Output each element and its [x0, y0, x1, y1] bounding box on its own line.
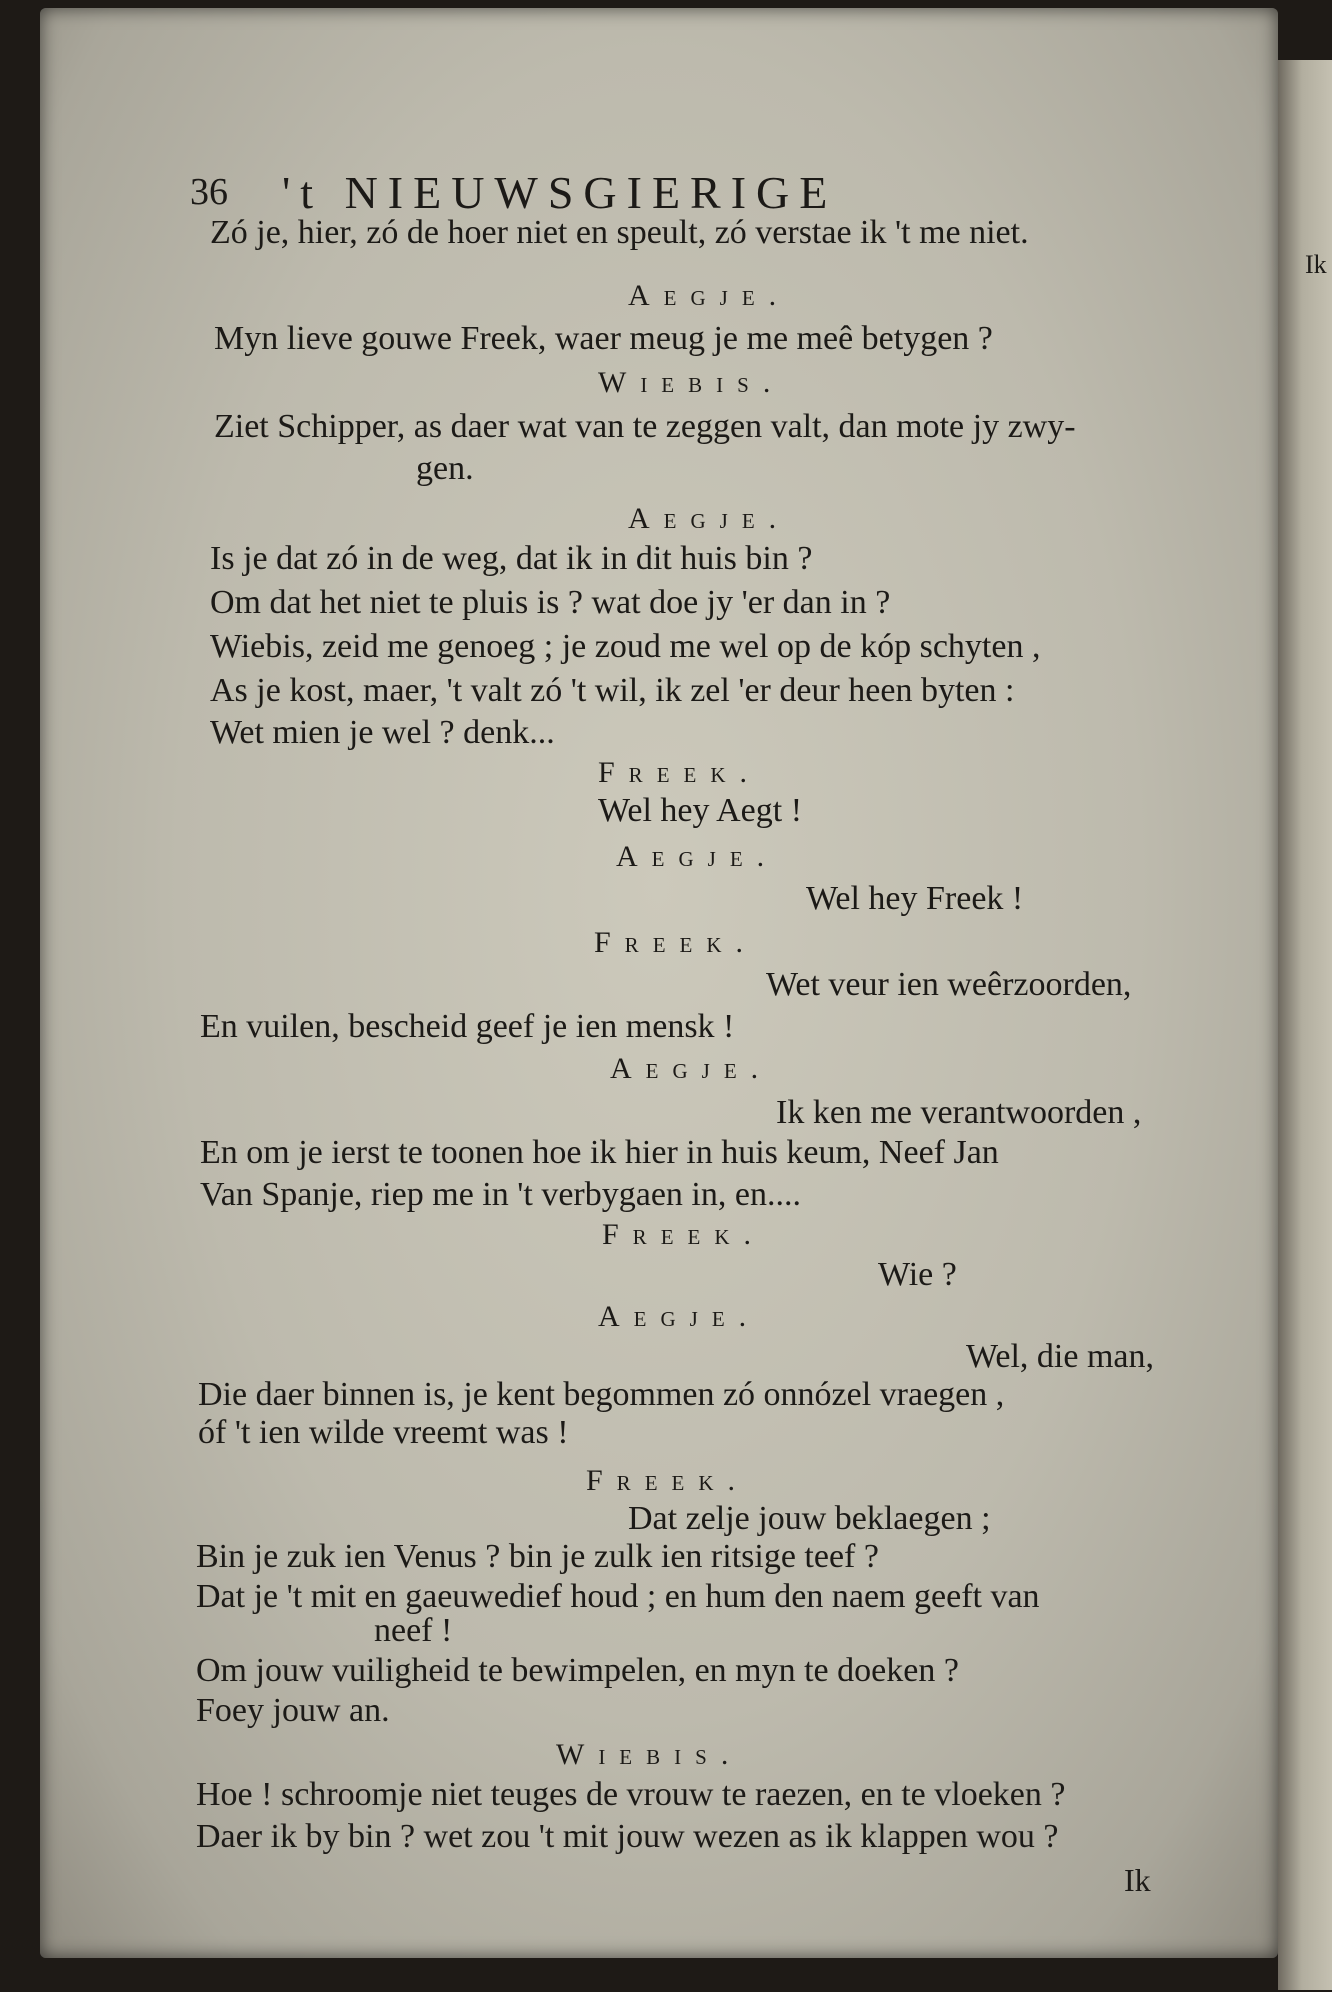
speaker-name: Aegje.: [610, 1052, 773, 1085]
verse-line: Foey jouw an.: [196, 1692, 390, 1729]
verse-line: óf 't ien wilde vreemt was !: [198, 1414, 569, 1451]
verse-line: Dat je 't mit en gaeuwedief houd ; en hum den naem geeft van: [196, 1578, 1040, 1615]
verse-line: Van Spanje, riep me in 't verbygaen in, en....: [200, 1176, 801, 1213]
verse-line: Wet mien je wel ? denk...: [210, 714, 555, 751]
verse-line: Wie ?: [878, 1256, 957, 1293]
verse-line: Wel, die man,: [966, 1338, 1154, 1375]
verse-line: Zó je, hier, zó de hoer niet en speult, zó verstae ik 't me niet.: [210, 214, 1029, 251]
verse-line: Daer ik by bin ? wet zou 't mit jouw wezen as ik klappen wou ?: [196, 1818, 1059, 1855]
verse-line: As je kost, maer, 't valt zó 't wil, ik zel 'er deur heen byten :: [210, 672, 1015, 709]
speaker-name: Freek.: [586, 1464, 750, 1497]
verse-line: Ik ken me verantwoorden ,: [776, 1094, 1142, 1131]
verse-line: Wiebis, zeid me genoeg ; je zoud me wel op de kóp schyten ,: [210, 628, 1041, 665]
running-title: 't NIEUWSGIERIGE: [282, 167, 838, 218]
speaker-name: Freek.: [598, 756, 762, 789]
verse-line: Die daer binnen is, je kent begommen zó onnózel vraegen ,: [198, 1376, 1005, 1413]
facing-page-edge: [1278, 60, 1332, 1990]
speaker-name: Aegje.: [598, 1300, 761, 1333]
speaker-name: Wiebis.: [598, 366, 785, 399]
verse-line: En om je ierst te toonen hoe ik hier in huis keum, Neef Jan: [200, 1134, 999, 1171]
verse-line: Hoe ! schroomje niet teuges de vrouw te raezen, en te vloeken ?: [196, 1776, 1066, 1813]
verse-line: Myn lieve gouwe Freek, waer meug je me meê betygen ?: [214, 320, 993, 357]
verse-line: neef !: [374, 1612, 453, 1649]
facing-page-letter: Ik: [1305, 250, 1327, 279]
speaker-name: Wiebis.: [556, 1738, 743, 1771]
verse-line: Om jouw vuiligheid te bewimpelen, en myn te doeken ?: [196, 1652, 959, 1689]
speaker-name: Freek.: [602, 1218, 766, 1251]
verse-line: Wel hey Freek !: [806, 880, 1024, 917]
speaker-name: Freek.: [594, 926, 758, 959]
verse-line: Bin je zuk ien Venus ? bin je zulk ien ritsige teef ?: [196, 1538, 879, 1575]
verse-line: Ziet Schipper, as daer wat van te zeggen valt, dan mote jy zwy-: [214, 408, 1076, 445]
catchword: Ik: [1124, 1862, 1151, 1898]
verse-line: Is je dat zó in de weg, dat ik in dit huis bin ?: [210, 540, 813, 577]
speaker-name: Aegje.: [628, 502, 791, 535]
verse-line: Om dat het niet te pluis is ? wat doe jy 'er dan in ?: [210, 584, 891, 621]
speaker-name: Aegje.: [628, 279, 791, 312]
verse-line: Wel hey Aegt !: [598, 792, 803, 829]
verse-line: Wet veur ien weêrzoorden,: [766, 966, 1132, 1003]
verse-line: gen.: [416, 450, 474, 487]
verse-line: En vuilen, bescheid geef je ien mensk !: [200, 1008, 735, 1045]
speaker-name: Aegje.: [616, 840, 779, 873]
verse-line: Dat zelje jouw beklaegen ;: [628, 1500, 991, 1537]
page-number: 36: [190, 171, 228, 213]
